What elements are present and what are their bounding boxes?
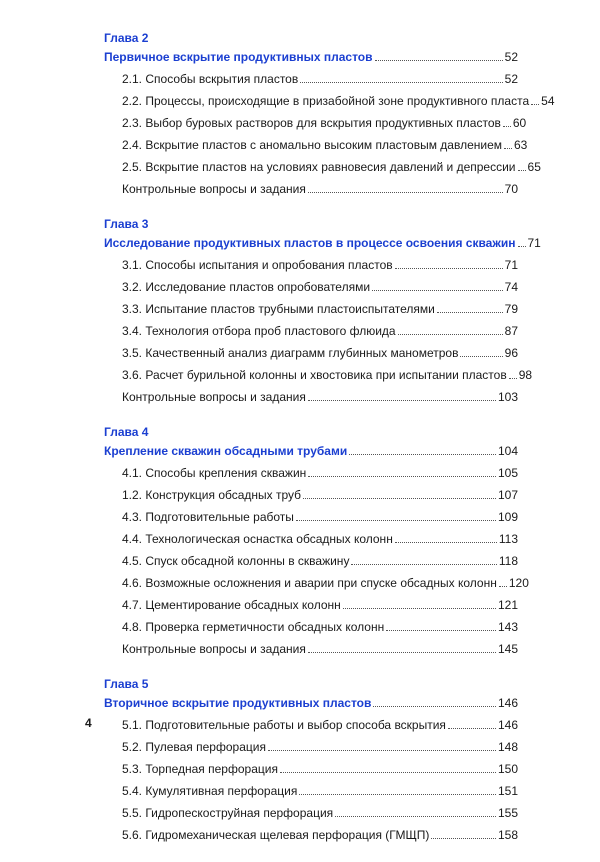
toc-entry-page: 79	[504, 302, 518, 316]
toc-entry-text: 2.4. Вскрытие пластов с аномально высоким пластовым давлением	[122, 138, 502, 152]
toc-entry-text: 3.2. Исследование пластов опробователями	[122, 280, 371, 294]
toc-entry[interactable]	[104, 710, 518, 732]
chapter-block	[104, 216, 541, 404]
toc-entry[interactable]	[104, 86, 555, 108]
toc-entry-text: 4.5. Спуск обсадной колонны в скважину	[122, 554, 350, 568]
toc-entry[interactable]	[104, 316, 518, 338]
dot-leader	[280, 772, 496, 773]
toc-entry[interactable]	[104, 590, 518, 612]
toc-entry-text: 3.4. Технология отбора проб пластового флюида	[122, 324, 396, 338]
toc-entry-page: 151	[497, 784, 518, 798]
toc-entry[interactable]	[104, 568, 529, 590]
toc-entry-page: 120	[508, 576, 529, 590]
toc-entry-page: 87	[504, 324, 518, 338]
toc-entry[interactable]	[104, 634, 518, 656]
toc-entry-page: 71	[504, 258, 518, 272]
toc-entry[interactable]	[104, 502, 518, 524]
dot-leader	[303, 498, 496, 499]
toc-entry[interactable]	[104, 382, 518, 404]
dot-leader	[448, 728, 496, 729]
toc-entry[interactable]	[104, 272, 518, 294]
dot-leader	[460, 356, 502, 357]
toc-entry-text: 5.1. Подготовительные работы и выбор способа вскрытия	[122, 718, 446, 732]
toc-entry-page: 150	[497, 762, 518, 776]
toc-entry-text: 4.3. Подготовительные работы	[122, 510, 294, 524]
toc-entry-page: 155	[497, 806, 518, 820]
toc-entry-page: 118	[498, 554, 518, 568]
toc-entry-text: 2.2. Процессы, происходящие в призабойной зоне продуктивного пласта	[122, 94, 530, 108]
toc-entry-text: 4.4. Технологическая оснастка обсадных колонн	[122, 532, 393, 546]
toc-entry[interactable]	[104, 250, 518, 272]
toc-entry[interactable]	[104, 130, 528, 152]
dot-leader	[518, 170, 526, 171]
toc-entry-page: 143	[497, 620, 518, 634]
toc-entry-text: 1.2. Конструкция обсадных труб	[122, 488, 302, 502]
chapter-label: Глава 2	[104, 31, 149, 45]
dot-leader	[343, 608, 496, 609]
toc-entry-page: 107	[497, 488, 518, 502]
toc-entry[interactable]	[104, 820, 518, 842]
toc-entry[interactable]	[104, 64, 518, 86]
chapter-label: Глава 4	[104, 425, 149, 439]
toc-entry-page: 74	[504, 280, 518, 294]
chapter-title-link[interactable]	[104, 232, 541, 250]
toc-entry-text: 5.4. Кумулятивная перфорация	[122, 784, 298, 798]
dot-leader	[518, 246, 526, 247]
dot-leader	[398, 334, 503, 335]
dot-leader	[386, 630, 496, 631]
dot-leader	[308, 652, 496, 653]
chapter-block	[104, 676, 518, 842]
dot-leader	[431, 838, 496, 839]
chapter-title-link[interactable]	[104, 440, 518, 458]
toc-entry-text: 5.3. Торпедная перфорация	[122, 762, 278, 776]
dot-leader	[499, 586, 507, 587]
toc-entry-page: 109	[497, 510, 518, 524]
table-of-contents	[104, 30, 555, 862]
dot-leader	[268, 750, 496, 751]
toc-entry[interactable]	[104, 798, 518, 820]
dot-leader	[335, 816, 496, 817]
toc-entry[interactable]	[104, 732, 518, 754]
toc-entry-text: 3.1. Способы испытания и опробования пластов	[122, 258, 393, 272]
toc-entry-text: 4.7. Цементирование обсадных колонн	[122, 598, 341, 612]
toc-entry-text: 4.1. Способы крепления скважин	[122, 466, 307, 480]
chapter-title-text: Крепление скважин обсадными трубами	[104, 444, 348, 458]
toc-entry-page: 146	[497, 718, 518, 732]
dot-leader	[503, 126, 511, 127]
toc-entry[interactable]	[104, 754, 518, 776]
toc-entry-page: 148	[497, 740, 518, 754]
toc-entry-page: 113	[498, 532, 518, 546]
dot-leader	[351, 564, 496, 565]
toc-entry-page: 145	[497, 642, 518, 656]
chapter-title-text: Вторичное вскрытие продуктивных пластов	[104, 696, 372, 710]
toc-entry[interactable]	[104, 152, 541, 174]
toc-entry[interactable]	[104, 546, 518, 568]
toc-entry-text: 2.1. Способы вскрытия пластов	[122, 72, 299, 86]
toc-entry-page: 65	[527, 160, 541, 174]
toc-entry-page: 63	[514, 138, 528, 152]
toc-entry-text: 3.3. Испытание пластов трубными пластоиспытателями	[122, 302, 435, 316]
toc-entry-page: 121	[497, 598, 518, 612]
dot-leader	[504, 148, 512, 149]
toc-entry[interactable]	[104, 360, 533, 382]
toc-entry[interactable]	[104, 776, 518, 798]
dot-leader	[531, 104, 539, 105]
toc-entry[interactable]	[104, 458, 518, 480]
dot-leader	[308, 400, 496, 401]
chapter-page-number: 104	[497, 444, 518, 458]
toc-entry[interactable]	[104, 480, 518, 502]
chapter-block	[104, 424, 529, 656]
dot-leader	[349, 454, 496, 455]
toc-entry-page: 105	[497, 466, 518, 480]
toc-entry-text: 4.6. Возможные осложнения и аварии при спуске обсадных колонн	[122, 576, 497, 590]
chapter-title-link[interactable]	[104, 46, 518, 64]
toc-entry-text: 2.3. Выбор буровых растворов для вскрытия продуктивных пластов	[122, 116, 501, 130]
toc-entry-page: 96	[504, 346, 518, 360]
dot-leader	[395, 542, 497, 543]
dot-leader	[372, 290, 503, 291]
toc-entry[interactable]	[104, 612, 518, 634]
toc-entry-text: Контрольные вопросы и задания	[122, 182, 306, 196]
toc-entry-page: 54	[541, 94, 555, 108]
chapter-page-number: 52	[504, 50, 518, 64]
toc-entry-text: 5.5. Гидропескоструйная перфорация	[122, 806, 334, 820]
toc-entry-text: 5.6. Гидромеханическая щелевая перфорация (ГМЩП)	[122, 828, 430, 842]
toc-entry-page: 98	[518, 368, 533, 382]
page-number: 4	[85, 716, 92, 730]
toc-entry[interactable]	[104, 174, 518, 196]
toc-entry-page: 103	[497, 390, 518, 404]
toc-entry-page: 52	[504, 72, 518, 86]
chapter-block	[104, 30, 555, 196]
dot-leader	[308, 476, 496, 477]
toc-entry[interactable]	[104, 108, 527, 130]
chapter-page-number: 146	[497, 696, 518, 710]
toc-entry-text: 2.5. Вскрытие пластов на условиях равновесия давлений и депрессии	[122, 160, 516, 174]
toc-entry-text: 3.5. Качественный анализ диаграмм глубинных манометров	[122, 346, 459, 360]
dot-leader	[300, 82, 502, 83]
toc-entry-page: 158	[497, 828, 518, 842]
chapter-label: Глава 3	[104, 217, 149, 231]
chapter-title-text: Исследование продуктивных пластов в процессе освоения скважин	[104, 236, 516, 250]
dot-leader	[395, 268, 503, 269]
dot-leader	[308, 192, 503, 193]
dot-leader	[296, 520, 496, 521]
dot-leader	[375, 60, 503, 61]
chapter-label: Глава 5	[104, 677, 149, 691]
toc-entry-text: Контрольные вопросы и задания	[122, 642, 306, 656]
toc-entry-text: Контрольные вопросы и задания	[122, 390, 306, 404]
toc-entry-text: 5.2. Пулевая перфорация	[122, 740, 266, 754]
toc-entry-page: 70	[504, 182, 518, 196]
chapter-page-number: 71	[527, 236, 541, 250]
toc-entry[interactable]	[104, 294, 518, 316]
toc-entry-text: 4.8. Проверка герметичности обсадных колонн	[122, 620, 385, 634]
dot-leader	[509, 378, 517, 379]
chapter-title-link[interactable]	[104, 692, 518, 710]
dot-leader	[299, 794, 496, 795]
toc-entry-text: 3.6. Расчет бурильной колонны и хвостовика при испытании пластов	[122, 368, 507, 382]
toc-entry[interactable]	[104, 524, 518, 546]
chapter-title-text: Первичное вскрытие продуктивных пластов	[104, 50, 373, 64]
dot-leader	[373, 706, 496, 707]
toc-entry-page: 60	[512, 116, 527, 130]
toc-entry[interactable]	[104, 338, 518, 360]
dot-leader	[437, 312, 503, 313]
